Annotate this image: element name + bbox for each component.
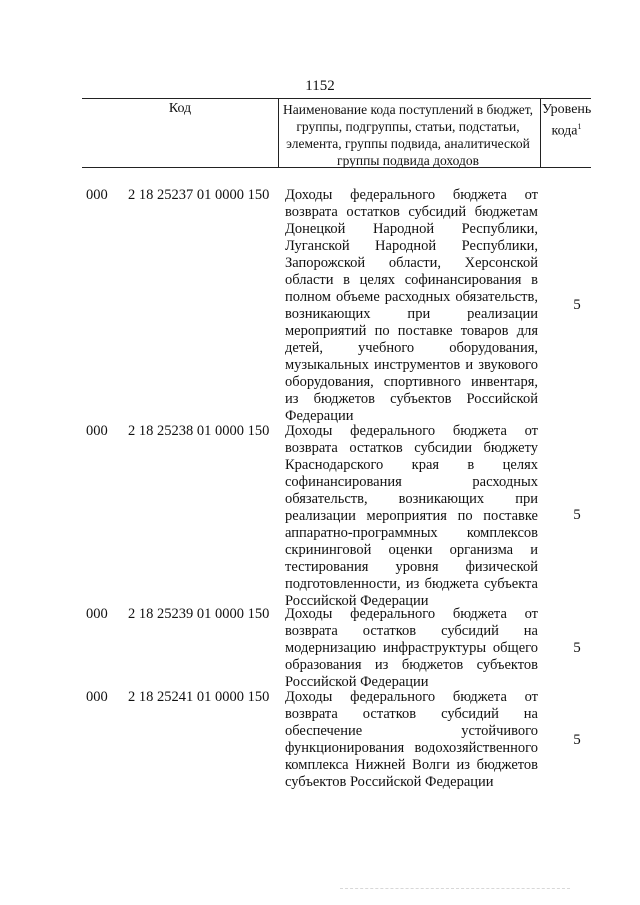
- table-header: [82, 98, 591, 168]
- header-level: [542, 101, 591, 140]
- footnote-marker: 1: [577, 122, 582, 131]
- scan-artifact: [340, 888, 570, 889]
- row-group-code: 000: [86, 689, 108, 705]
- row-level: 5: [573, 507, 581, 523]
- row-group-code: 000: [86, 423, 108, 439]
- row-income-code: 2 18 25237 01 0000 150: [128, 187, 270, 203]
- row-description: Доходы федерального бюджета от возврата остатков субсидии бюджету Краснодарского края в целях софинансирования расходных обязательств, возникающих при реализации мероприятия по поставке аппаратно-программных комплексов скрининговой оценки организма и тестирования уровня физической подготовленности, из бюджета субъекта Российской Федерации: [285, 423, 538, 609]
- header-name: Наименование кода поступлений в бюджет, группы, подгруппы, статьи, подстатьи, элемента, группы подвида, аналитической группы подвида доходов: [282, 102, 533, 168]
- header-level-label: Уровень кода: [542, 102, 592, 139]
- row-income-code: 2 18 25241 01 0000 150: [128, 689, 270, 705]
- row-level: 5: [573, 297, 581, 313]
- row-description: Доходы федерального бюджета от возврата остатков субсидий бюджетам Донецкой Народной Республики, Луганской Народной Республики, Запорожской области, Херсонской области в целях софинансирования в полном объеме расходных обязательств, возникающих при реализации мероприятий по поставке товаров для детей, учебного оборудования, музыкальных инструментов и звукового оборудования, спортивного инвентаря, из бюджетов субъектов Российской Федерации: [285, 187, 538, 424]
- column-divider: [278, 99, 279, 167]
- row-description: Доходы федерального бюджета от возврата остатков субсидий на обеспечение устойчивого функционирования водохозяйственного комплекса Нижней Волги из бюджетов субъектов Российской Федерации: [285, 689, 538, 790]
- row-level: 5: [573, 640, 581, 656]
- row-income-code: 2 18 25238 01 0000 150: [128, 423, 270, 439]
- row-description: Доходы федерального бюджета от возврата остатков субсидий на модернизацию инфраструктуры общего образования из бюджетов субъектов Российской Федерации: [285, 606, 538, 690]
- column-divider: [540, 99, 541, 167]
- page-number: 1152: [305, 78, 335, 94]
- row-group-code: 000: [86, 606, 108, 622]
- row-level: 5: [573, 732, 581, 748]
- row-group-code: 000: [86, 187, 108, 203]
- row-income-code: 2 18 25239 01 0000 150: [128, 606, 270, 622]
- header-code: Код: [168, 101, 192, 116]
